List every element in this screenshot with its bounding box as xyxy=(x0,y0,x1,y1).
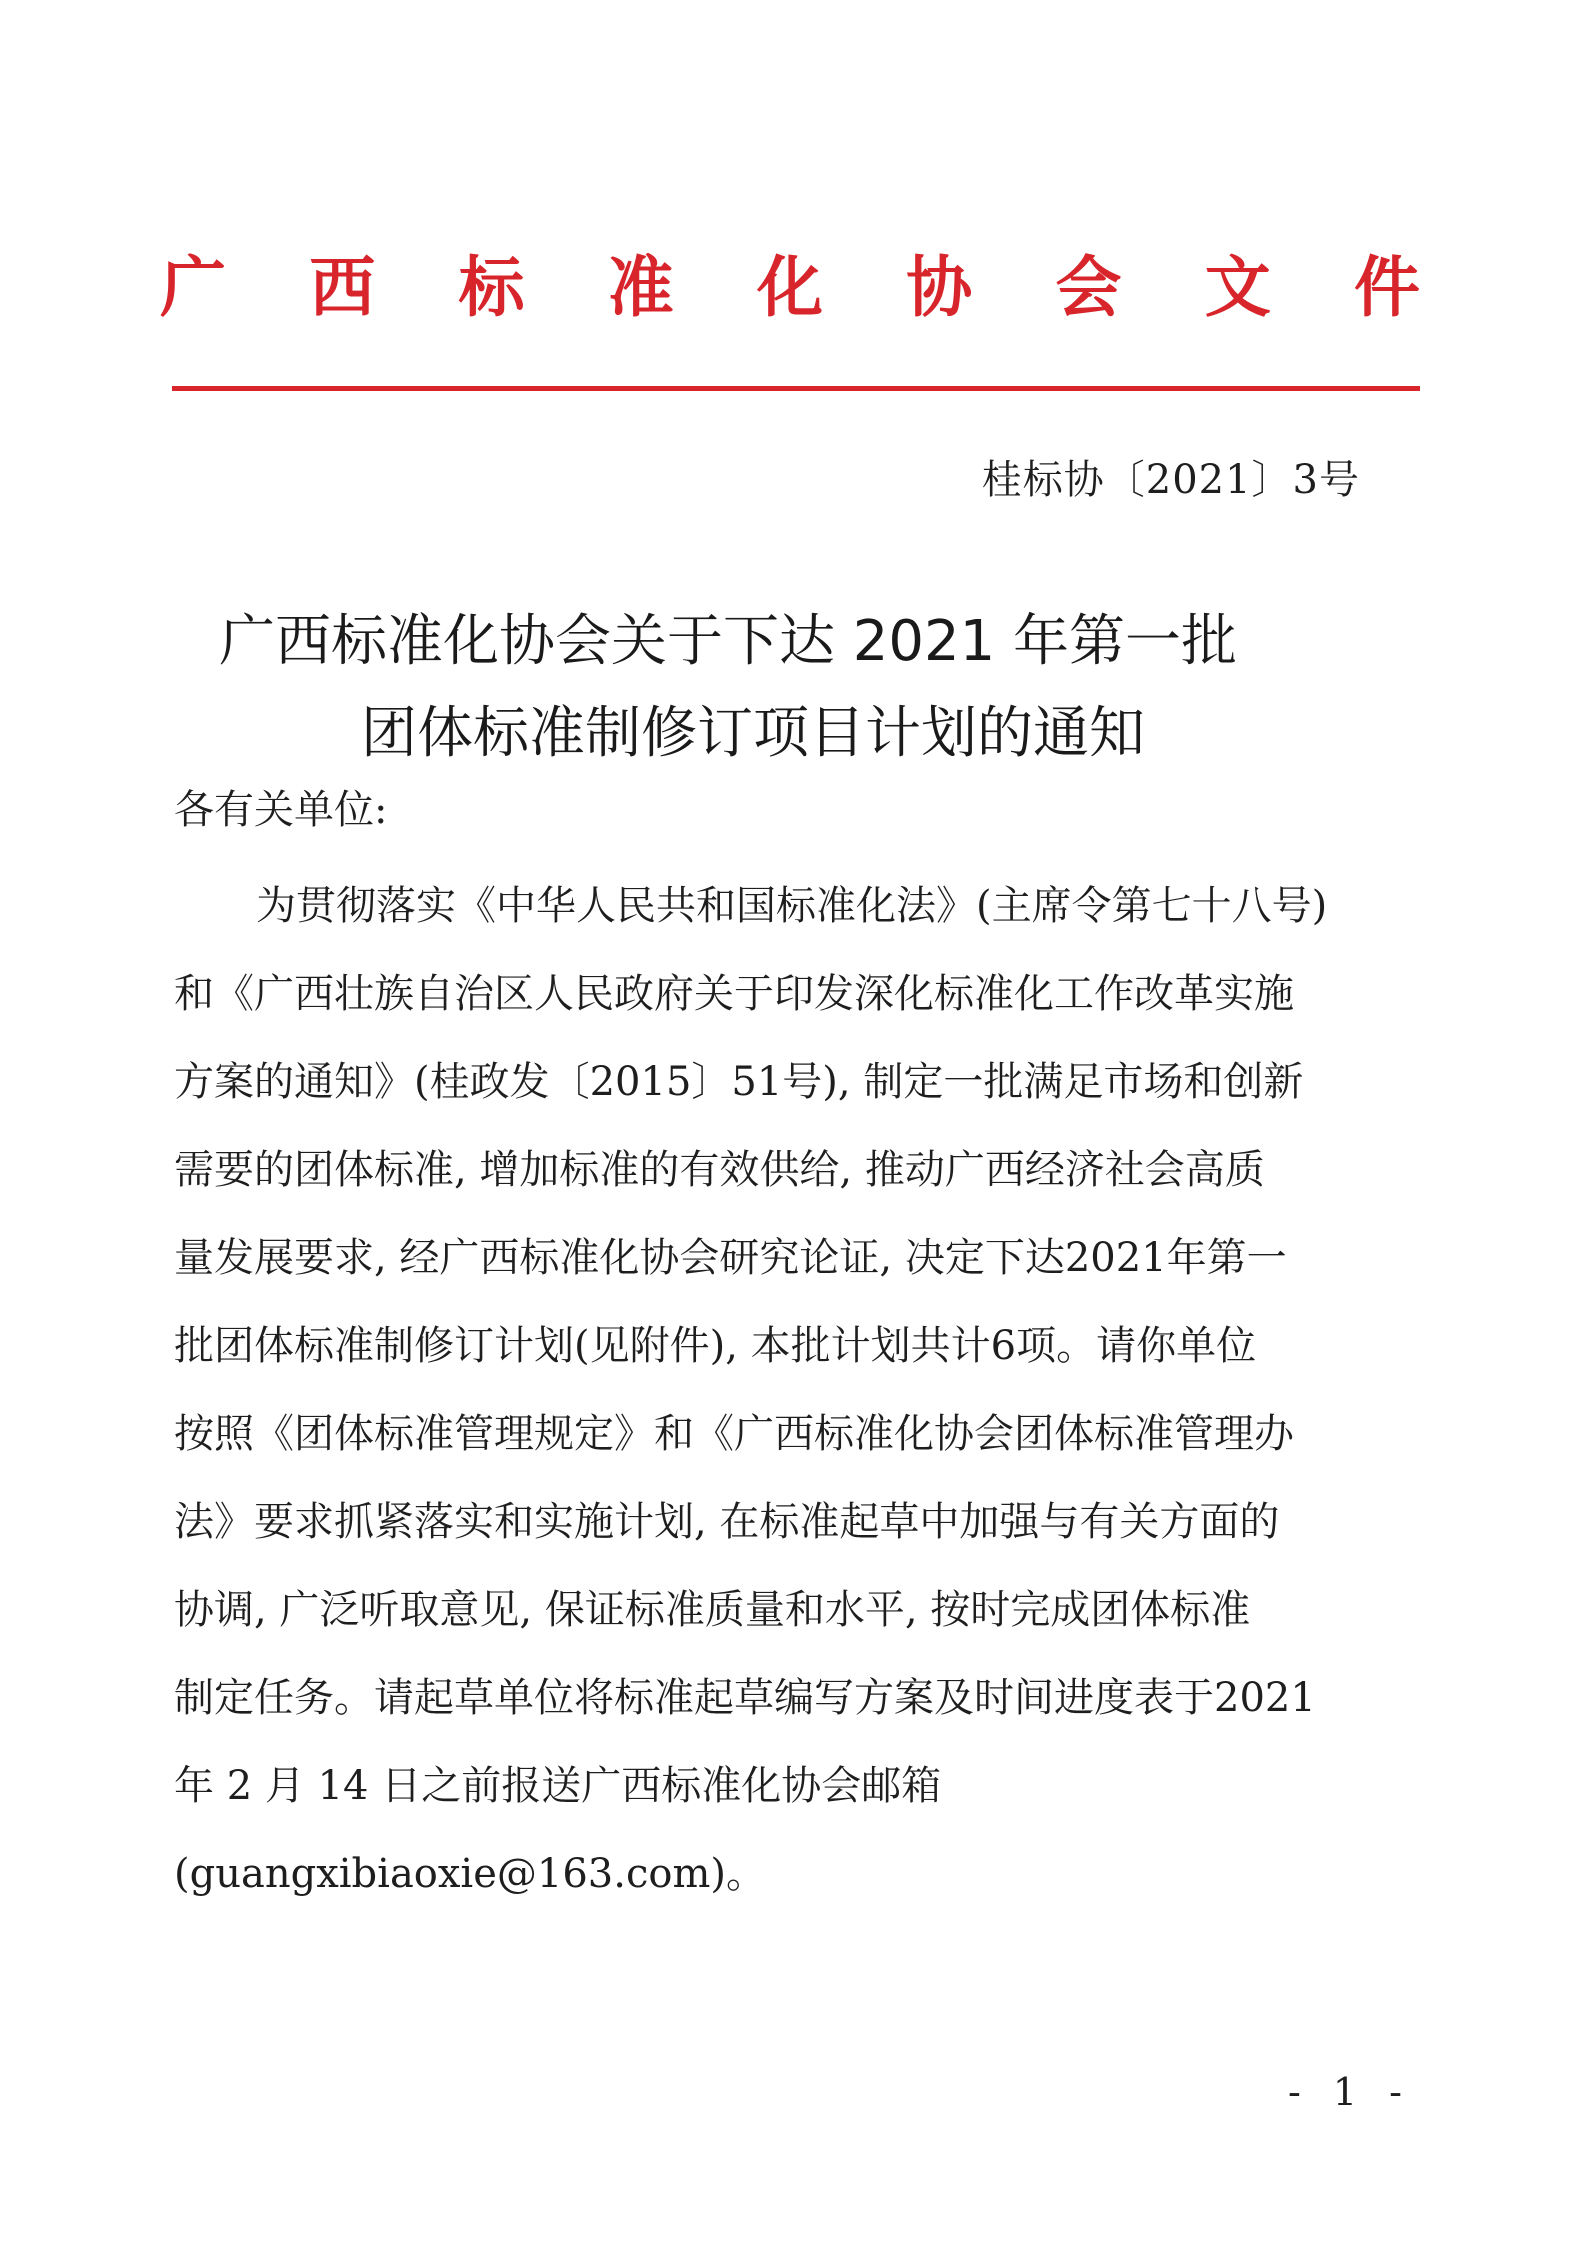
header-char: 标 xyxy=(458,249,525,326)
body-line: 批团体标准制修订计划(见附件), 本批计划共计6项。请你单位 xyxy=(174,1323,1257,1369)
header-char: 化 xyxy=(757,249,823,326)
salutation: 各有关单位: xyxy=(174,787,388,833)
page-number: - 1 - xyxy=(1288,2070,1413,2114)
header-rule-divider xyxy=(172,386,1420,391)
header-char: 准 xyxy=(607,249,674,326)
header-char: 件 xyxy=(1354,249,1420,326)
header-char: 西 xyxy=(309,249,376,326)
header-title xyxy=(160,228,1420,348)
body-line: 为贯彻落实《中华人民共和国标准化法》(主席令第七十八号) xyxy=(256,883,1328,929)
body-line: 制定任务。请起草单位将标准起草编写方案及时间进度表于2021 xyxy=(174,1675,1316,1721)
header-char: 广 xyxy=(160,249,226,326)
body-line: 量发展要求, 经广西标准化协会研究论证, 决定下达2021年第一 xyxy=(174,1235,1287,1281)
body-line: 法》要求抓紧落实和实施计划, 在标准起草中加强与有关方面的 xyxy=(174,1499,1280,1545)
header-char: 会 xyxy=(1055,249,1122,326)
body-line: 协调, 广泛听取意见, 保证标准质量和水平, 按时完成团体标准 xyxy=(174,1587,1251,1633)
body-line: 方案的通知》(桂政发〔2015〕51号), 制定一批满足市场和创新 xyxy=(174,1059,1304,1105)
title-line-1: 广西标准化协会关于下达 2021 年第一批 xyxy=(218,609,1238,674)
body-text xyxy=(174,876,1386,1932)
header-char: 文 xyxy=(1204,249,1271,326)
body-line: 年 2 月 14 日之前报送广西标准化协会邮箱 xyxy=(174,1763,942,1809)
title-line-2: 团体标准制修订项目计划的通知 xyxy=(361,701,1145,766)
body-line: 按照《团体标准管理规定》和《广西标准化协会团体标准管理办 xyxy=(174,1411,1294,1457)
document-title xyxy=(0,596,1586,780)
header-char: 协 xyxy=(906,249,973,326)
body-line: (guangxibiaoxie@163.com)。 xyxy=(174,1851,766,1897)
body-line: 需要的团体标准, 增加标准的有效供给, 推动广西经济社会高质 xyxy=(174,1147,1265,1193)
document-number: 桂标协〔2021〕3号 xyxy=(981,457,1360,503)
body-line: 和《广西壮族自治区人民政府关于印发深化标准化工作改革实施 xyxy=(174,971,1294,1017)
